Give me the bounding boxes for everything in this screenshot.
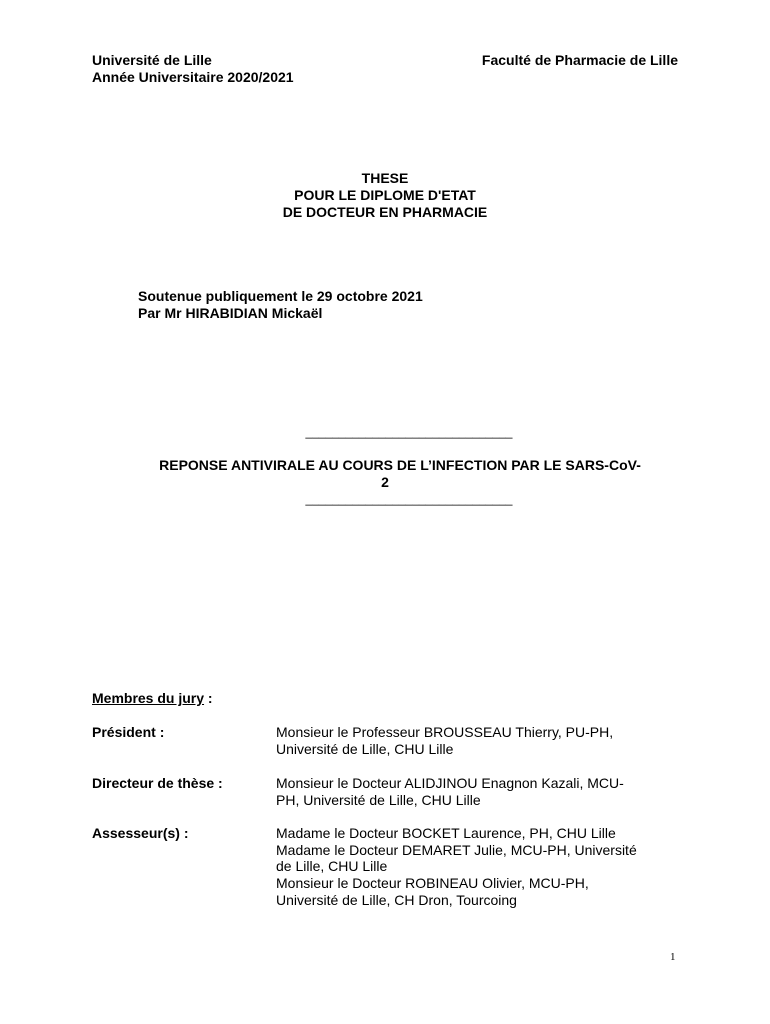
president-line-1: Monsieur le Professeur BROUSSEAU Thierry, PU-PH, <box>276 724 614 740</box>
university-name: Université de Lille <box>92 52 212 68</box>
assessor-line-2: Madame le Docteur DEMARET Julie, MCU-PH, Université <box>276 842 637 858</box>
title-rule-bottom: _______________________________ <box>305 492 513 506</box>
author-name: Par Mr HIRABIDIAN Mickaël <box>138 305 323 321</box>
page-number: 1 <box>670 951 676 963</box>
thesis-line-2: POUR LE DIPLOME D'ETAT <box>294 187 476 203</box>
jury-heading-text: Membres du jury <box>92 690 205 706</box>
director-label: Directeur de thèse : <box>92 775 223 791</box>
defense-date: Soutenue publiquement le 29 octobre 2021 <box>138 288 423 304</box>
director-line-2: PH, Université de Lille, CHU Lille <box>276 792 481 808</box>
assessor-line-5: Université de Lille, CH Dron, Tourcoing <box>276 892 517 908</box>
president-label: Président : <box>92 724 165 740</box>
assessor-line-3: de Lille, CHU Lille <box>276 858 388 874</box>
thesis-line-1: THESE <box>361 170 409 186</box>
assessor-line-1: Madame le Docteur BOCKET Laurence, PH, CHU Lille <box>276 825 616 841</box>
academic-year: Année Universitaire 2020/2021 <box>92 69 294 85</box>
director-line-1: Monsieur le Docteur ALIDJINOU Enagnon Kazali, MCU- <box>276 775 624 791</box>
assessor-line-4: Monsieur le Docteur ROBINEAU Olivier, MCU-PH, <box>276 875 589 891</box>
jury-heading <box>92 690 213 707</box>
faculty-name: Faculté de Pharmacie de Lille <box>481 52 678 68</box>
assessors-label: Assesseur(s) : <box>92 825 189 841</box>
jury-heading-colon: : <box>204 690 213 706</box>
title-line-2: 2 <box>381 474 389 490</box>
thesis-line-3: DE DOCTEUR EN PHARMACIE <box>282 204 488 220</box>
title-line-1: REPONSE ANTIVIRALE AU COURS DE L’INFECTION PAR LE SARS-CoV- <box>159 457 641 473</box>
title-rule-top: _______________________________ <box>305 425 513 439</box>
president-line-2: Université de Lille, CHU Lille <box>276 741 454 757</box>
